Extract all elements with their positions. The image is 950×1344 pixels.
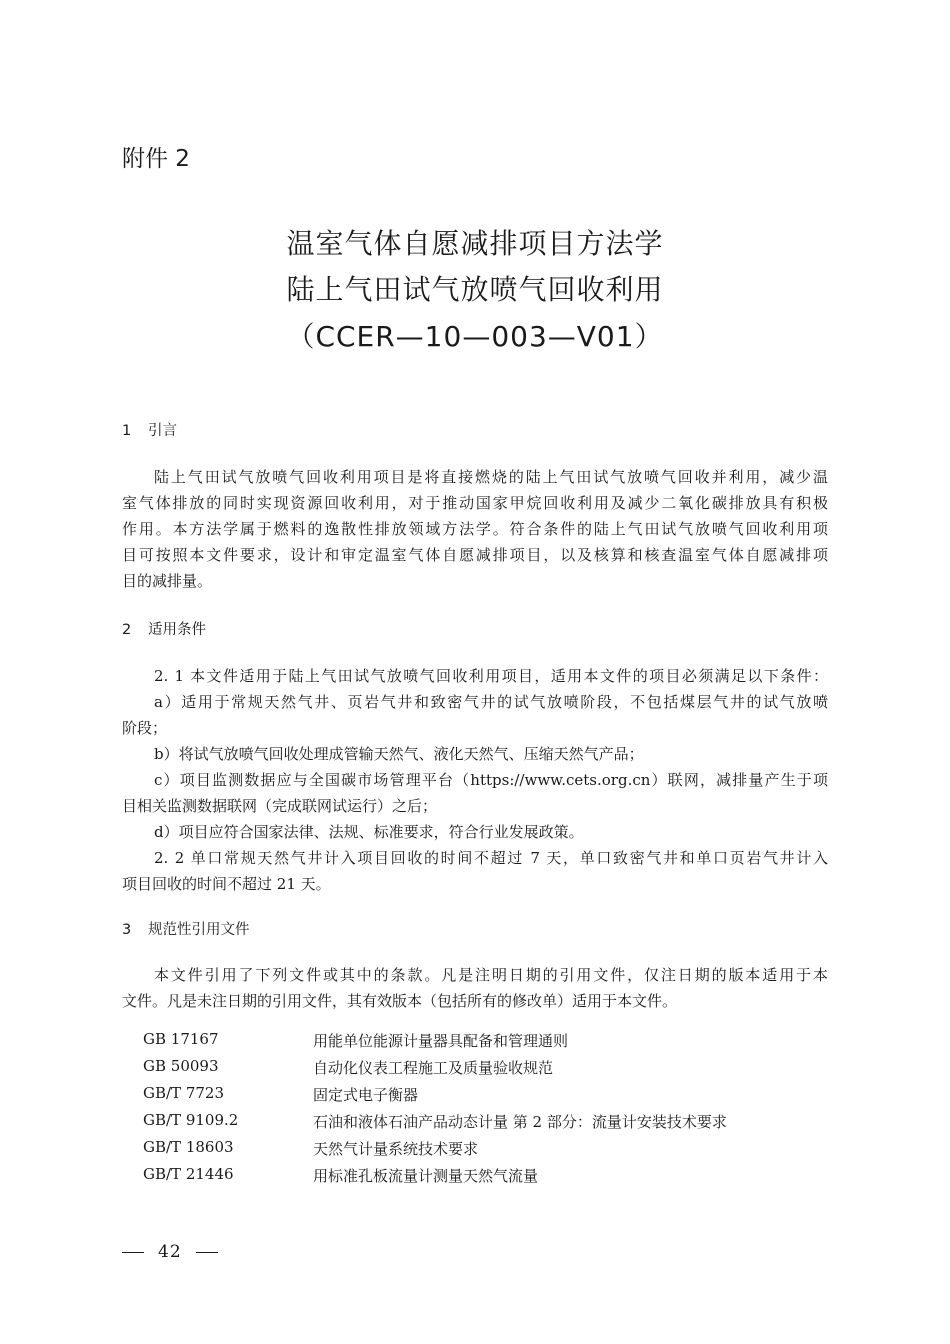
reference-name: 固定式电子衡器 xyxy=(313,1086,419,1104)
reference-name: 天然气计量系统技术要求 xyxy=(313,1140,479,1158)
reference-code: GB/T 7723 xyxy=(143,1084,225,1102)
attachment-label: 附件 2 xyxy=(122,146,190,172)
section-number: 3 xyxy=(122,922,132,938)
reference-name: 用能单位能源计量器具配备和管理通则 xyxy=(313,1032,569,1050)
paragraph-line: 2. 2 单口常规天然气井计入项目回收的时间不超过 7 天，单口致密气井和单口页岩气井计入 xyxy=(154,849,828,867)
paragraph-line: 阶段； xyxy=(122,719,168,737)
section-title: 规范性引用文件 xyxy=(148,922,250,938)
paragraph-line: b）将试气放喷气回收处理成管输天然气、液化天然气、压缩天然气产品； xyxy=(154,745,644,763)
paragraph-line: 2. 1 本文件适用于陆上气田试气放喷气回收利用项目，适用本文件的项目必须满足以下条件： xyxy=(154,667,828,685)
paragraph-line: 目可按照本文件要求，设计和审定温室气体自愿减排项目，以及核算和核查温室气体自愿减排项 xyxy=(122,546,828,564)
reference-name: 石油和液体石油产品动态计量 第 2 部分：流量计安装技术要求 xyxy=(313,1113,727,1131)
reference-code: GB 50093 xyxy=(143,1057,219,1075)
reference-code: GB/T 9109.2 xyxy=(143,1111,239,1129)
reference-name: 用标准孔板流量计测量天然气流量 xyxy=(313,1167,539,1185)
page-number xyxy=(122,1242,232,1262)
page-number-dash-left xyxy=(122,1252,144,1253)
paragraph-line: 项目回收的时间不超过 21 天。 xyxy=(122,875,331,893)
page-number-value: 42 xyxy=(158,1242,182,1262)
reference-code: GB 17167 xyxy=(143,1030,219,1048)
document-title-line-1: 温室气体自愿减排项目方法学 xyxy=(286,227,664,260)
paragraph-line: a）适用于常规天然气井、页岩气井和致密气井的试气放喷阶段，不包括煤层气井的试气放喷 xyxy=(154,693,828,711)
paragraph-line: 室气体排放的同时实现资源回收利用，对于推动国家甲烷回收利用及减少二氧化碳排放具有积极 xyxy=(122,494,828,512)
paragraph-line: 目的减排量。 xyxy=(122,572,213,590)
paragraph-line: c）项目监测数据应与全国碳市场管理平台（https://www.cets.org.cn）联网，减排量产生于项 xyxy=(154,771,828,789)
paragraph-line: 陆上气田试气放喷气回收利用项目是将直接燃烧的陆上气田试气放喷气回收并利用，减少温 xyxy=(154,468,828,486)
section-3-paragraph xyxy=(122,962,828,1014)
document-code: （CCER—10—003—V01） xyxy=(286,320,664,353)
section-number: 2 xyxy=(122,622,132,638)
section-title: 引言 xyxy=(148,423,177,439)
reference-code: GB/T 18603 xyxy=(143,1138,234,1156)
section-number: 1 xyxy=(122,423,132,439)
section-3-heading xyxy=(122,918,250,939)
section-title: 适用条件 xyxy=(148,622,206,638)
document-title-line-2: 陆上气田试气放喷气回收利用 xyxy=(286,273,664,306)
page-number-dash-right xyxy=(196,1252,218,1253)
paragraph-line: 本文件引用了下列文件或其中的条款。凡是注明日期的引用文件，仅注日期的版本适用于本 xyxy=(154,966,828,984)
section-2-heading xyxy=(122,618,206,639)
reference-code: GB/T 21446 xyxy=(143,1165,234,1183)
section-2-paragraph xyxy=(122,663,828,897)
paragraph-line: 目相关监测数据联网（完成联网试运行）之后； xyxy=(122,797,438,815)
section-1-paragraph xyxy=(122,464,828,594)
paragraph-line: d）项目应符合国家法律、法规、标准要求，符合行业发展政策。 xyxy=(154,823,584,841)
section-1-heading xyxy=(122,419,177,440)
paragraph-line: 文件。凡是未注日期的引用文件，其有效版本（包括所有的修改单）适用于本文件。 xyxy=(122,992,678,1010)
paragraph-line: 作用。本方法学属于燃料的逸散性排放领域方法学。符合条件的陆上气田试气放喷气回收利用项 xyxy=(122,520,828,538)
reference-name: 自动化仪表工程施工及质量验收规范 xyxy=(313,1059,554,1077)
